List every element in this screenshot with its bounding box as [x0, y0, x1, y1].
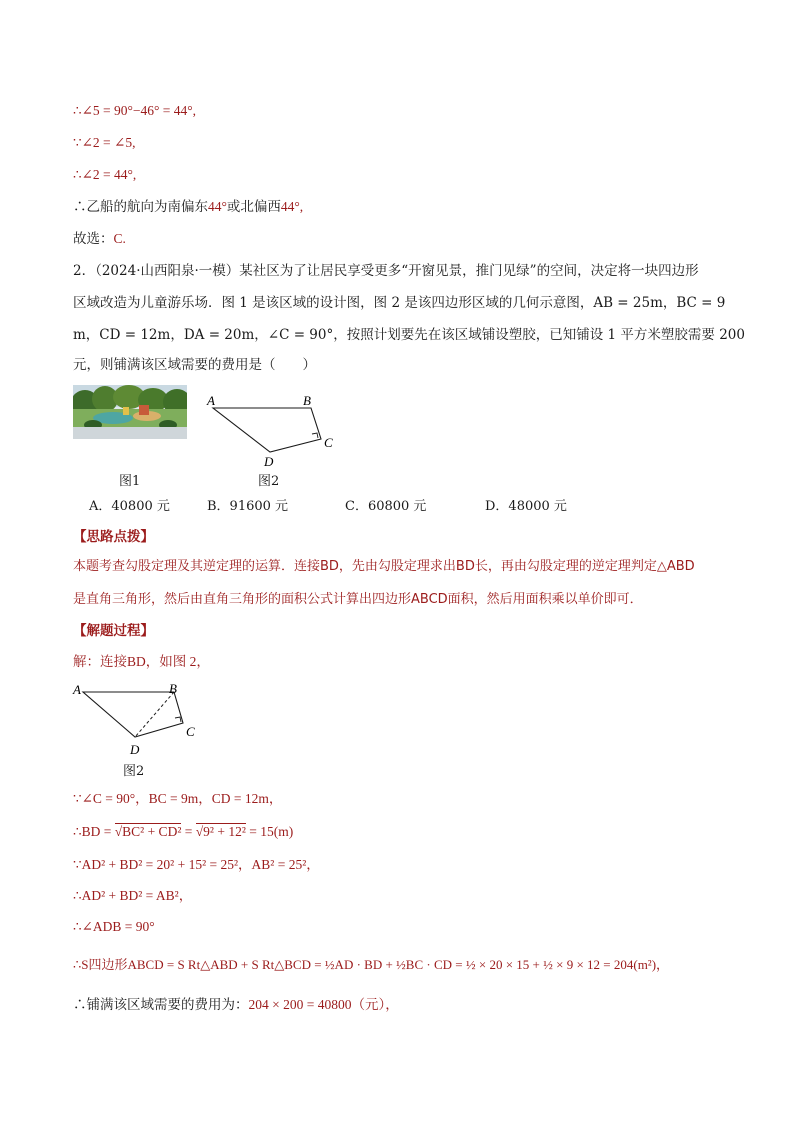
quadrilateral-figure	[200, 390, 340, 470]
option-d[interactable]: D．48000 元	[485, 499, 567, 514]
bd-lhs: ∴BD =	[73, 824, 115, 839]
solution-step-5: ∴AD² + BD² = AB²，	[73, 888, 193, 903]
hint-text-1: 本题考查勾股定理及其逆定理的运算．连接BD，先由勾股定理求出BD长，再由勾股定理的逆定理判定△ABD	[73, 559, 695, 574]
line4-angle-2: 44°,	[280, 199, 304, 214]
option-c[interactable]: C．60800 元	[345, 499, 427, 514]
solution-line-4	[73, 197, 303, 217]
figure-1-caption: 图1	[119, 474, 141, 489]
answer-value: C.	[113, 231, 126, 246]
sol-label-d: D	[130, 742, 140, 757]
problem-text-1: 2．（2024·山西阳泉·一模）某社区为了让居民享受更多“开窗见景，推门见绿”的空间，决定将一块四边形	[73, 263, 699, 279]
solution-step-3	[73, 822, 293, 842]
line4-mid: 或北偏西	[226, 199, 281, 215]
sqrt-2: √9² + 12²	[195, 824, 246, 839]
sqrt-2-body: 9² + 12²	[203, 824, 246, 839]
solution-figure-caption: 图2	[123, 764, 145, 779]
problem-text-4: 元，则铺满该区域需要的费用是（ ）	[73, 357, 316, 373]
solution-line-1: ∴∠5 = 90°−46° = 44°,	[73, 103, 197, 118]
problem-text-2: 区域改造为儿童游乐场．图 1 是该区域的设计图，图 2 是该四边形区域的几何示意图，AB = 25m，BC = 9	[73, 295, 726, 311]
bd-result: = 15(m)	[245, 824, 294, 839]
line4-angle-1: 44°	[208, 199, 227, 214]
solution-step-8	[73, 995, 399, 1015]
label-d: D	[264, 454, 274, 469]
answer-line	[73, 229, 126, 249]
solution-step-4: ∵AD² + BD² = 20² + 15² = 25²，AB² = 25²，	[73, 857, 320, 872]
solution-step-2: ∵∠C = 90°，BC = 9m，CD = 12m，	[73, 791, 283, 806]
label-a: A	[207, 393, 215, 408]
solution-figure	[70, 680, 200, 760]
sol-label-b: B	[169, 681, 177, 696]
sol-label-c: C	[186, 724, 195, 739]
playground-photo	[73, 385, 187, 439]
figure-2-caption: 图2	[258, 474, 280, 489]
solution-step-1: 解：连接BD，如图 2，	[73, 654, 210, 669]
hint-text-2: 是直角三角形，然后由直角三角形的面积公式计算出四边形ABCD面积，然后用面积乘以单价即可．	[73, 592, 643, 607]
sqrt-1-body: BC² + CD²	[122, 824, 182, 839]
label-b: B	[303, 393, 311, 408]
label-c: C	[324, 435, 333, 450]
sqrt-1: √BC² + CD²	[114, 824, 182, 839]
solution-heading: 【解题过程】	[73, 623, 154, 639]
answer-label: 故选：	[73, 231, 114, 247]
bd-eq: =	[181, 824, 196, 839]
cost-value: 204 × 200 = 40800（元），	[248, 997, 399, 1012]
solution-line-2: ∵∠2 = ∠5,	[73, 135, 136, 150]
hint-heading: 【思路点拨】	[73, 529, 154, 545]
cost-label: ∴铺满该区域需要的费用为：	[73, 997, 249, 1013]
sol-label-a: A	[73, 682, 81, 697]
option-b[interactable]: B．91600 元	[207, 499, 289, 514]
solution-line-3: ∴∠2 = 44°,	[73, 167, 137, 182]
line4-text: ∴乙船的航向为南偏东	[73, 199, 208, 215]
solution-step-6: ∴∠ADB = 90°	[73, 919, 155, 934]
solution-step-7: ∴S四边形ABCD = S Rt△ABD + S Rt△BCD = ½AD · BD + ½BC · CD = ½ × 20 × 15 + ½ × 9 × 12 = 204(m²)，	[73, 957, 670, 972]
problem-text-3: m，CD = 12m，DA = 20m，∠C = 90°，按照计划要先在该区域铺设塑胶，已知铺设 1 平方米塑胶需要 200	[73, 327, 745, 343]
option-a[interactable]: A．40800 元	[89, 499, 170, 514]
